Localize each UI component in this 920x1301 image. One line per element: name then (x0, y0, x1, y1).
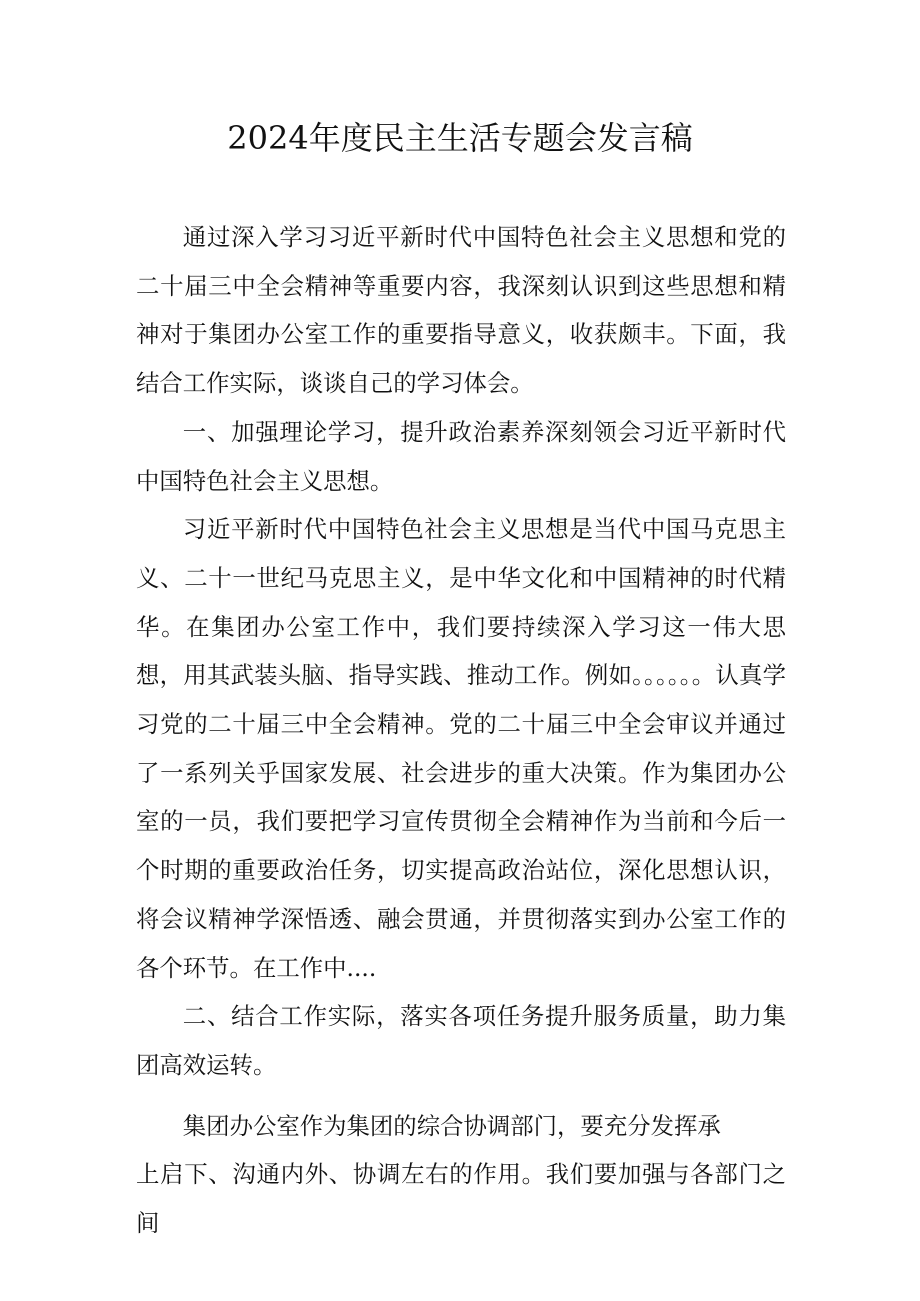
paragraph-section-two-body-start: 集团办公室作为集团的综合协调部门，要充分发挥承 (182, 1111, 721, 1140)
paragraph-section-one-heading: 一、加强理论学习，提升政治素养深刻领会习近平新时代中国特色社会主义思想。 (136, 417, 786, 495)
document-body (136, 213, 786, 1248)
paragraph-intro: 通过深入学习习近平新时代中国特色社会主义思想和党的二十届三中全会精神等重要内容，我深刻认识到这些思想和精神对于集团办公室工作的重要指导意义，收获颇丰。下面，我结合工作实际，谈谈自己的学习体会。 (136, 223, 786, 398)
paragraph-section-two-heading: 二、结合工作实际，落实各项任务提升服务质量，助力集团高效运转。 (136, 1002, 786, 1079)
paragraph-section-two-body-continued: 上启下、沟通内外、协调左右的作用。我们要加强与各部门之间 (136, 1160, 786, 1238)
document-title: 2024年度民主生活专题会发言稿 (227, 119, 693, 157)
paragraph-section-one-body: 习近平新时代中国特色社会主义思想是当代中国马克思主义、二十一世纪马克思主义，是中华文化和中国精神的时代精华。在集团办公室工作中，我们要持续深入学习这一伟大思想，用其武装头脑、指导实践、推动工作。例如。。。。。。认真学习党的二十届三中全会精神。党的二十届三中全会审议并通过了一系列关乎国家发展、社会进步的重大决策。作为集团办公室的一员，我们要把学习宣传贯彻全会精神作为当前和今后一个时期的重要政治任务，切实提高政治站位，深化思想认识，将会议精神学深悟透、融会贯通，并贯彻落实到办公室工作的各个环节。在工作中.... (136, 515, 786, 982)
